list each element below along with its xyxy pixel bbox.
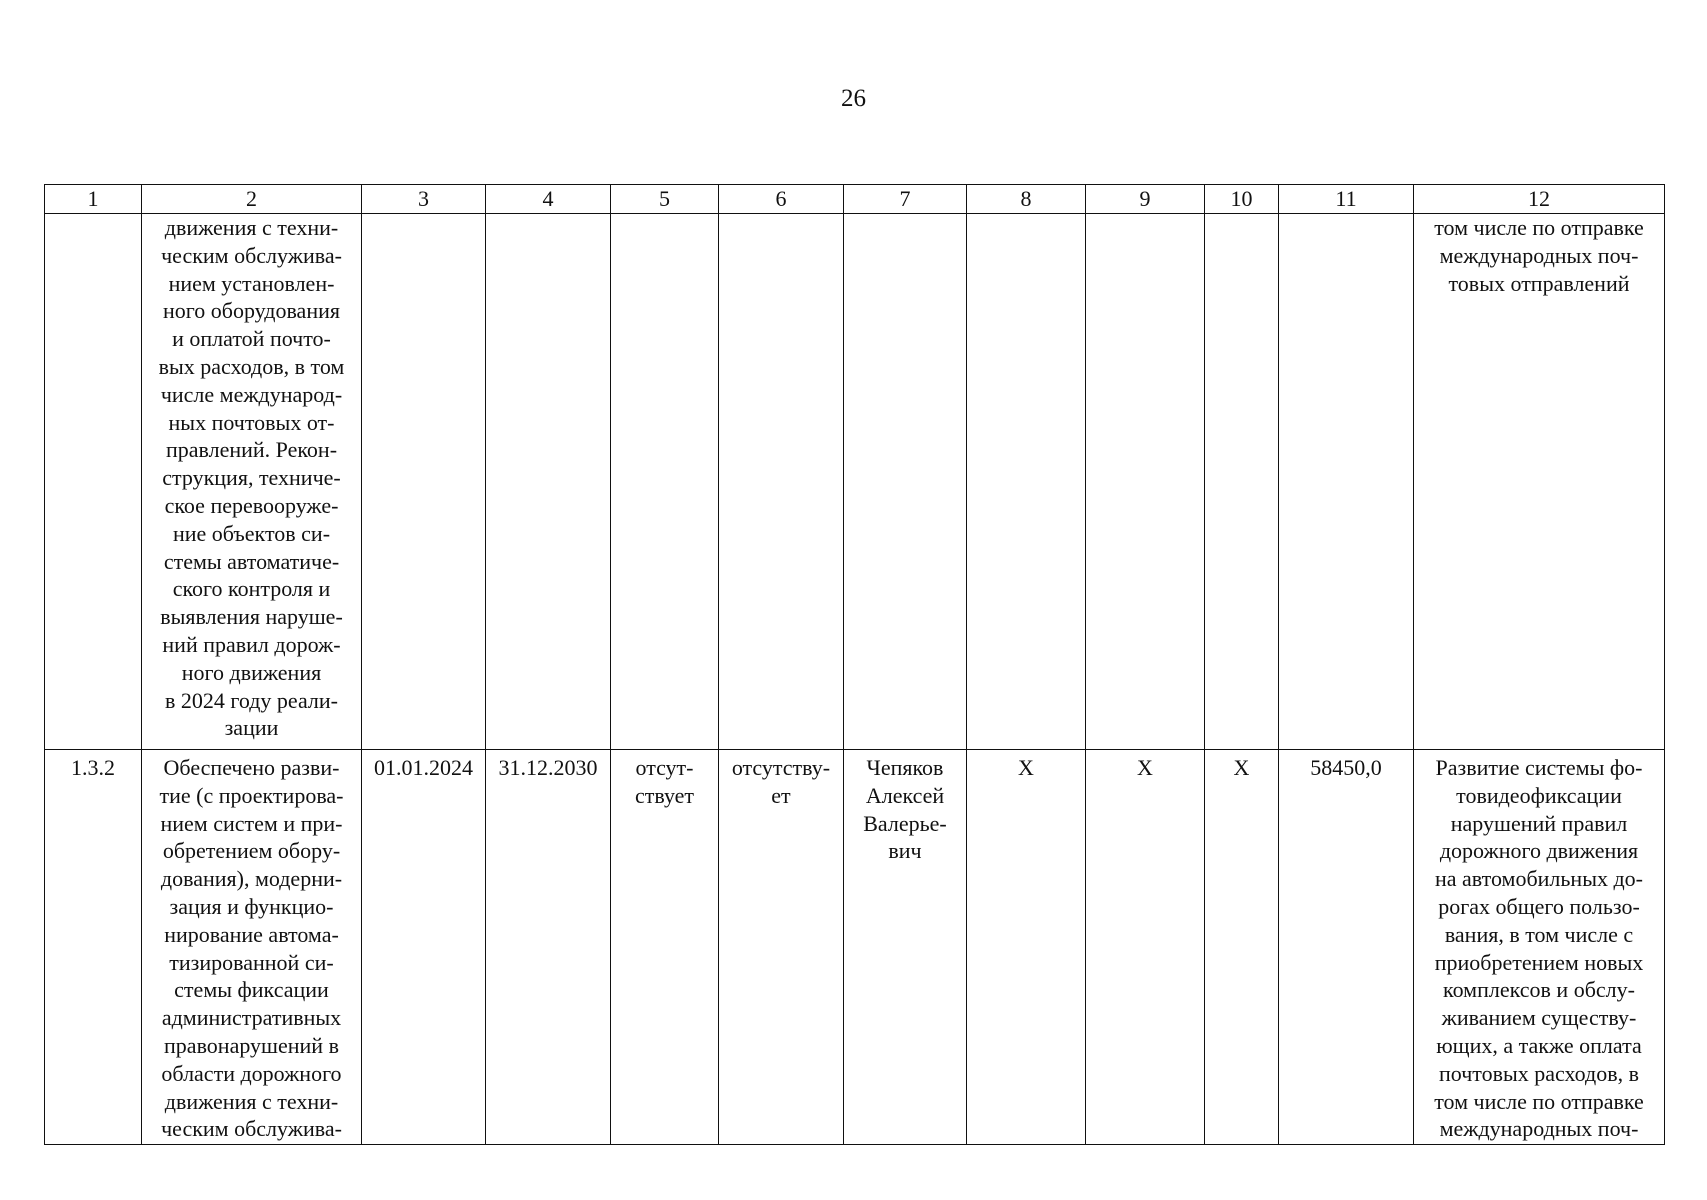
cell-description: Обеспечено разви- тие (с проектирова- нием систем и при- обретением обору- дования), модерни- зация и функцио- нирование автома- тизированной си- стемы фиксации административных правонарушений в области дорожного движения с техни- ческим обслужива- [142,750,362,1145]
cell-col-5: отсут- ствует [611,750,719,1145]
cell-col-10 [1205,214,1279,750]
cell-number [45,214,142,750]
col-header-11: 11 [1279,185,1414,214]
col-header-9: 9 [1086,185,1205,214]
col-header-6: 6 [719,185,844,214]
page-number: 26 [841,85,866,112]
table-row [45,750,1665,1145]
column-number-row [45,185,1665,214]
cell-col-9: Х [1086,750,1205,1145]
cell-col-8: Х [967,750,1086,1145]
cell-result: Развитие системы фо- товидеофиксации нарушений правил дорожного движения на автомобильных до- рогах общего пользо- вания, в том числе с приобретением новых комплексов и обслу- живанием существу- ющих, а также оплата почтовых расходов, в том числе по отправке международных поч- [1414,750,1665,1145]
col-header-3: 3 [362,185,486,214]
col-header-4: 4 [486,185,611,214]
cell-responsible [844,214,967,750]
col-header-5: 5 [611,185,719,214]
col-header-12: 12 [1414,185,1665,214]
cell-col-8 [967,214,1086,750]
cell-amount: 58450,0 [1279,750,1414,1145]
table-row [45,214,1665,750]
cell-start-date: 01.01.2024 [362,750,486,1145]
col-header-2: 2 [142,185,362,214]
cell-end-date: 31.12.2030 [486,750,611,1145]
cell-col-6 [719,214,844,750]
cell-amount [1279,214,1414,750]
col-header-1: 1 [45,185,142,214]
col-header-10: 10 [1205,185,1279,214]
cell-number: 1.3.2 [45,750,142,1145]
cell-col-10: Х [1205,750,1279,1145]
cell-col-5 [611,214,719,750]
cell-description: движения с техни- ческим обслужива- нием установлен- ного оборудования и оплатой почто- вых расходов, в том числе международ- ных почтовых от- правлений. Рекон- струкция, техниче- ское перевооруже- ние объектов си- стемы автоматиче- ского контроля и выявления наруше- ний правил дорож- ного движения в 2024 году реали- зации [142,214,362,750]
cell-col-6: отсутству- ет [719,750,844,1145]
data-table [44,184,1665,1145]
cell-end-date [486,214,611,750]
col-header-8: 8 [967,185,1086,214]
col-header-7: 7 [844,185,967,214]
cell-start-date [362,214,486,750]
cell-col-9 [1086,214,1205,750]
cell-result: том числе по отправке международных поч- товых отправлений [1414,214,1665,750]
cell-responsible: Чепяков Алексей Валерье- вич [844,750,967,1145]
